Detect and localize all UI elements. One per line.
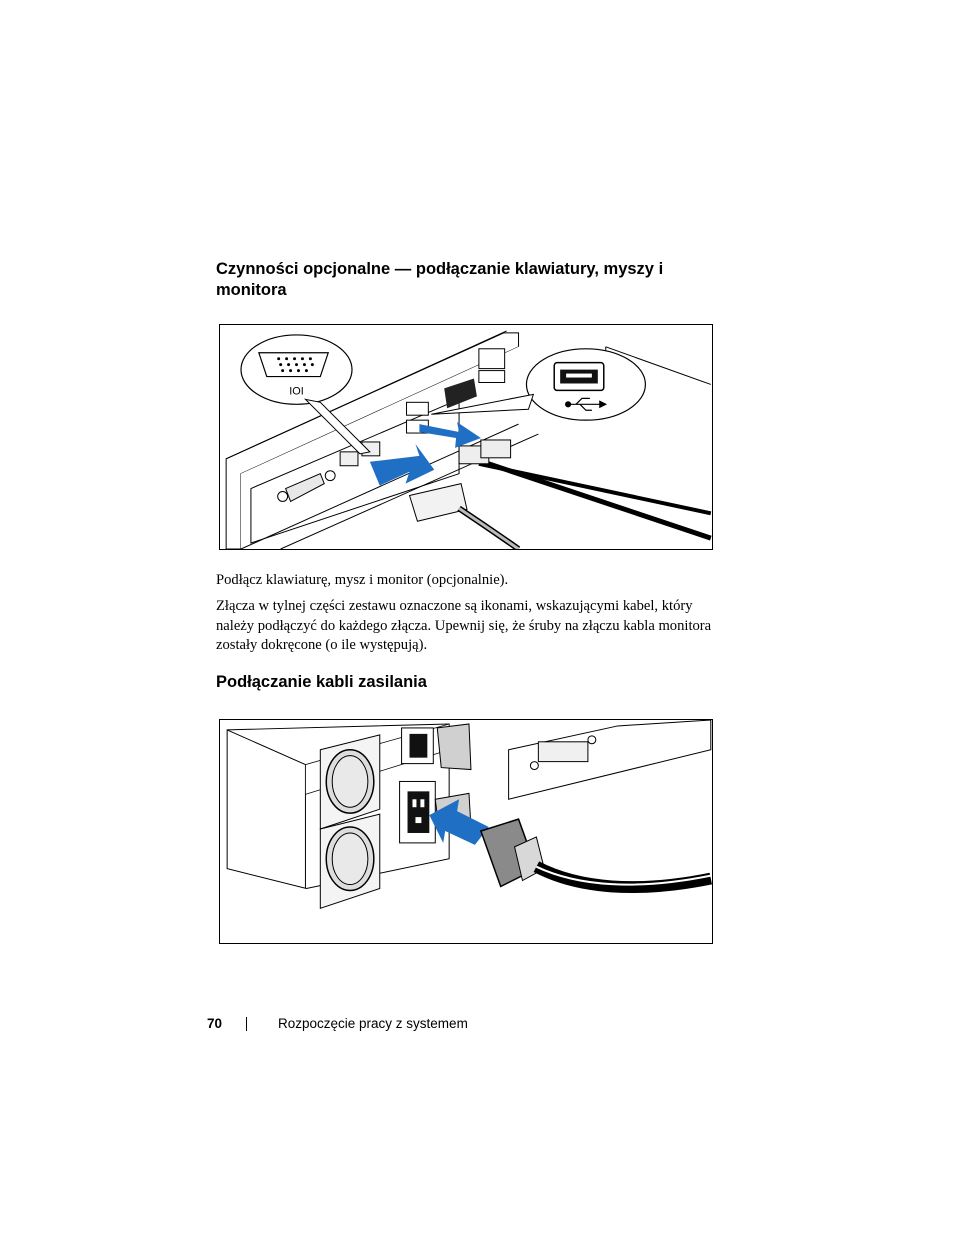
- vga-label: IOI: [289, 385, 304, 398]
- keyboard-mouse-monitor-illustration: [219, 324, 713, 550]
- footer-separator: [246, 1017, 247, 1031]
- footer-title: Rozpoczęcie pracy z systemem: [278, 1016, 468, 1031]
- section-heading-optional-connections: Czynności opcjonalne — podłączanie klawiatury, myszy i monitora: [216, 260, 664, 299]
- page-number: 70: [207, 1016, 223, 1031]
- instruction-paragraph: Podłącz klawiaturę, mysz i monitor (opcjonalnie).: [216, 572, 509, 588]
- connector-paragraph: Złącza w tylnej części zestawu oznaczone są ikonami, wskazującymi kabel, który należy podłączyć do każdego złącza. Upewnij się, że śruby na złączu kabla monitora zostały dokręcone (o ile występują).: [216, 598, 712, 653]
- power-cable-illustration: [219, 719, 713, 944]
- section-heading-power-cables: Podłączanie kabli zasilania: [216, 673, 427, 691]
